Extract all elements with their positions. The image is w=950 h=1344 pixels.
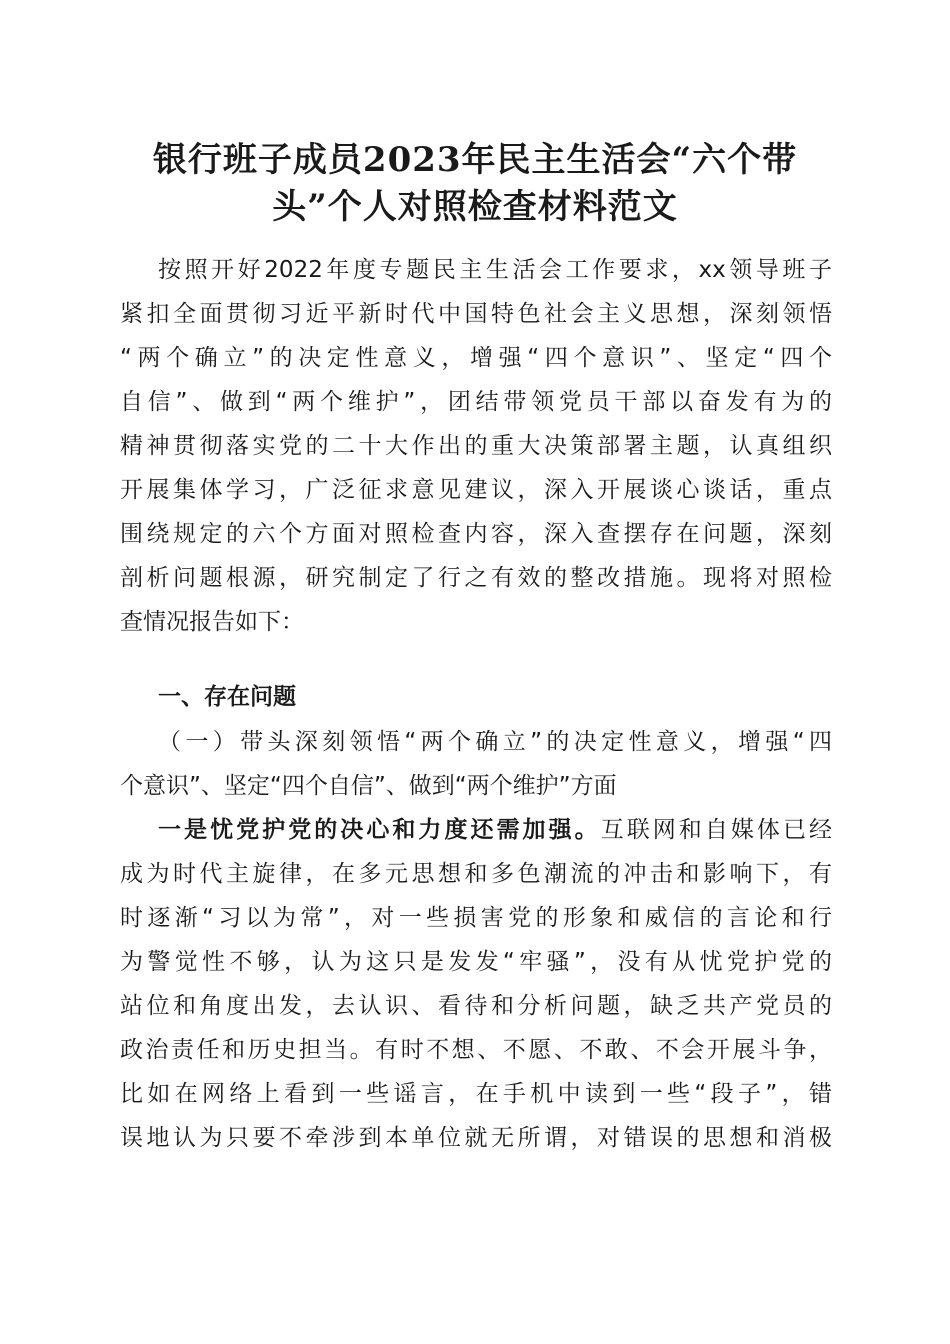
point-line: 政治责任和历史担当。有时不想、不愿、不敢、不会开展斗争，: [120, 1037, 832, 1063]
intro-line: 剖析问题根源，研究制定了行之有效的整改措施。现将对照检: [120, 565, 832, 591]
section-heading: 一、存在问题: [158, 684, 296, 710]
point-line: 为警觉性不够，认为这只是发发“牢骚”，没有从忧党护党的: [120, 949, 832, 975]
document-title-line-1: 银行班子成员2023年民主生活会“六个带: [152, 140, 798, 180]
intro-line: 按照开好2022年度专题民主生活会工作要求，xx领导班子: [158, 257, 832, 283]
intro-line: 精神贯彻落实党的二十大作出的重大决策部署主题，认真组织: [120, 433, 832, 459]
intro-line: 开展集体学习，广泛征求意见建议，深入开展谈心谈话，重点: [120, 477, 832, 503]
point-line: 误地认为只要不牵涉到本单位就无所谓，对错误的思想和消极: [120, 1125, 832, 1151]
intro-line: “两个确立”的决定性意义，增强“四个意识”、坚定“四个: [120, 345, 832, 371]
intro-line: 紧扣全面贯彻习近平新时代中国特色社会主义思想，深刻领悟: [120, 301, 832, 327]
subsection-heading-line: （一）带头深刻领悟“两个确立”的决定性意义，增强“四: [158, 729, 832, 755]
point-lead: 一是忧党护党的决心和力度还需加强。: [158, 817, 601, 843]
point-line: 成为时代主旋律，在多元思想和多色潮流的冲击和影响下，有: [120, 861, 832, 887]
point-line: 比如在网络上看到一些谣言，在手机中读到一些“段子”，错: [120, 1081, 832, 1107]
point-line: 时逐渐“习以为常”，对一些损害党的形象和威信的言论和行: [120, 905, 832, 931]
point-line: 站位和角度出发，去认识、看待和分析问题，缺乏共产党员的: [120, 993, 832, 1019]
intro-line: 围绕规定的六个方面对照检查内容，深入查摆存在问题，深刻: [120, 521, 832, 547]
document-title-line-2: 头”个人对照检查材料范文: [272, 187, 678, 227]
intro-line: 查情况报告如下：: [120, 609, 304, 635]
subsection-heading-line: 个意识”、坚定“四个自信”、做到“两个维护”方面: [120, 773, 617, 799]
intro-line: 自信”、做到“两个维护”，团结带领党员干部以奋发有为的: [120, 389, 832, 415]
point-first-rest: 互联网和自媒体已经: [600, 817, 833, 843]
point-first-line: [158, 810, 832, 850]
